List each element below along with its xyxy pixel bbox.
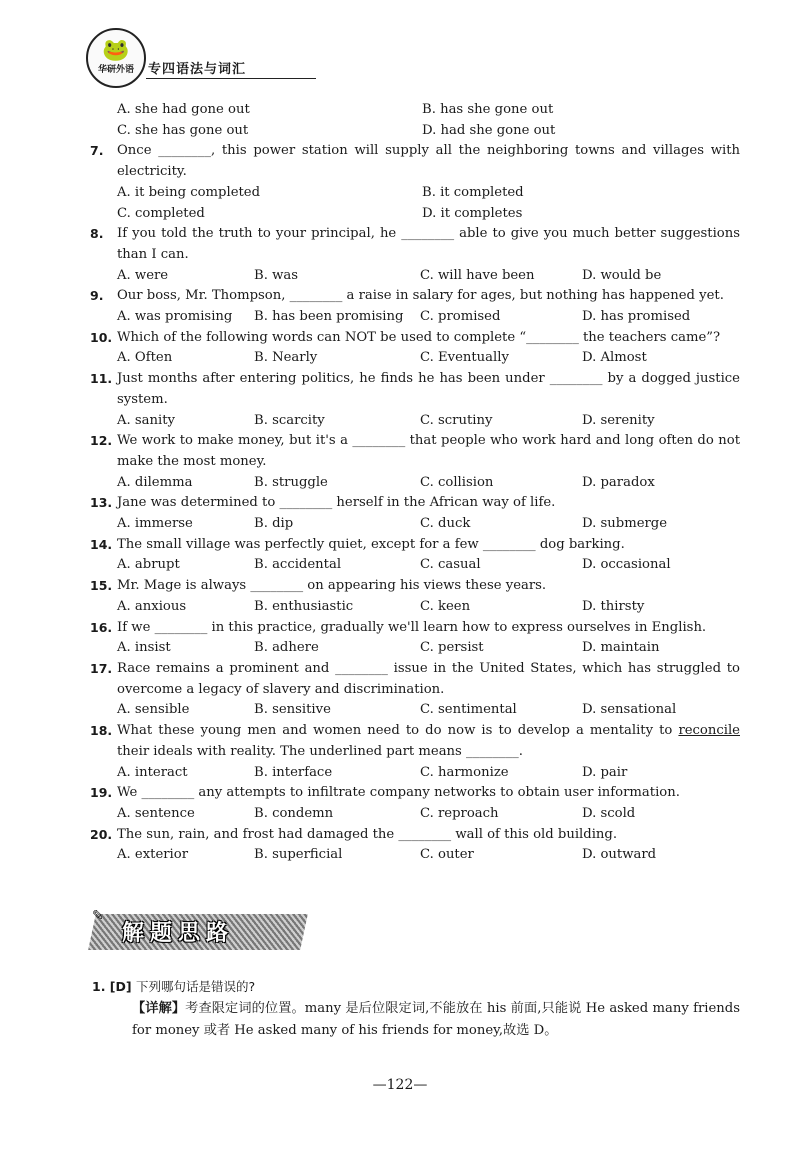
answer-option: D. submerge: [582, 516, 668, 532]
answer-option: C. reproach: [420, 805, 499, 821]
answer-option: B. has been promising: [254, 309, 404, 325]
answer-option: D. Almost: [582, 350, 647, 366]
answer-option: A. she had gone out: [117, 102, 250, 117]
question-number: 8.: [90, 226, 104, 242]
question-row: [90, 618, 740, 639]
answer-option: A. anxious: [117, 598, 187, 614]
question-number: 7.: [90, 143, 104, 159]
question-row: [90, 659, 740, 700]
option-row: [90, 514, 740, 535]
answer-number: 1. [D]: [92, 979, 132, 994]
question-text: Which of the following words can NOT be used to complete “________ the teachers came”?: [117, 329, 721, 345]
answer-option: D. has promised: [582, 309, 691, 325]
question-row: [90, 286, 740, 307]
option-row: [90, 638, 740, 659]
answer-option: A. exterior: [117, 847, 189, 863]
answer-option: D. paradox: [582, 474, 655, 490]
answer-option: B. sensitive: [254, 702, 331, 718]
answer-option: D. it completes: [422, 205, 523, 221]
answer-option: B. superficial: [254, 847, 343, 863]
answer-option: A. immerse: [117, 516, 193, 532]
header-divider: [146, 78, 316, 79]
logo-text: 华研外语: [97, 65, 134, 75]
question-row: [90, 825, 740, 846]
question-text: Mr. Mage is always ________ on appearing his views these years.: [117, 578, 547, 594]
detail-tag: 【详解】: [132, 1001, 186, 1016]
option-row: [90, 183, 740, 204]
pencil-icon: ✎: [92, 908, 104, 924]
question-row: [90, 141, 740, 182]
option-row: [90, 100, 740, 121]
answer-option: A. dilemma: [117, 474, 193, 490]
page-number: —122—: [372, 1077, 428, 1093]
answer-option: C. promised: [420, 309, 501, 325]
question-number: 11.: [90, 371, 113, 387]
question-text: The sun, rain, and frost had damaged the ________ wall of this old building.: [117, 826, 618, 842]
question-number: 20.: [90, 826, 113, 842]
question-text: If we ________ in this practice, gradually we'll learn how to express ourselves in English.: [117, 619, 707, 635]
option-row: [90, 266, 740, 287]
question-list: [90, 100, 740, 866]
option-row: [90, 348, 740, 369]
question-text: Once ________, this power station will supply all the neighboring towns and villages with electricity.: [117, 143, 740, 180]
answer-option: B. struggle: [254, 474, 328, 490]
answer-option: A. interact: [117, 764, 188, 780]
answer-option: B. dip: [254, 516, 294, 532]
answer-option: A. were: [117, 267, 169, 283]
answer-option: C. will have been: [420, 267, 535, 283]
question-row: [90, 224, 740, 265]
answer-option: A. abrupt: [117, 557, 180, 573]
answer-option: C. casual: [420, 557, 481, 573]
answer-option: D. thirsty: [582, 598, 645, 614]
answer-option: B. scarcity: [254, 412, 325, 428]
answer-option: B. has she gone out: [422, 102, 554, 117]
answer-option: D. occasional: [582, 557, 671, 573]
answer-option: D. maintain: [582, 640, 660, 656]
answer-option: A. sensible: [117, 702, 190, 718]
underlined-word: reconcile: [678, 723, 740, 739]
question-row: [90, 431, 740, 472]
answer-detail: [92, 998, 740, 1042]
question-text: Jane was determined to ________ herself in the African way of life.: [117, 495, 556, 511]
option-row: [90, 597, 740, 618]
option-row: [90, 307, 740, 328]
question-number: 18.: [90, 723, 113, 739]
answer-option: C. duck: [420, 516, 471, 532]
option-row: [90, 700, 740, 721]
question-number: 17.: [90, 660, 113, 676]
section-banner: [92, 908, 304, 952]
answer-option: B. Nearly: [254, 350, 318, 366]
answer-option: C. outer: [420, 847, 474, 863]
answer-option: D. outward: [582, 847, 657, 863]
answer-option: D. serenity: [582, 412, 655, 428]
question-row: [90, 369, 740, 410]
option-row: [90, 845, 740, 866]
answer-option: A. insist: [117, 640, 171, 656]
question-row: [90, 721, 740, 762]
answer-option: B. adhere: [254, 640, 319, 656]
question-number: 15.: [90, 578, 113, 594]
answer-option: D. had she gone out: [422, 122, 556, 138]
answer-option: C. completed: [117, 205, 205, 221]
answer-heading: [92, 976, 740, 998]
option-row: [90, 121, 740, 142]
answer-option: B. it completed: [422, 184, 524, 200]
answer-option: A. was promising: [117, 309, 233, 325]
question-row: [90, 328, 740, 349]
answer-option: A. Often: [117, 350, 173, 366]
answer-option: C. collision: [420, 474, 494, 490]
question-text: If you told the truth to your principal, he ________ able to give you much better suggestions than I can.: [117, 226, 740, 262]
answer-option: C. keen: [420, 598, 471, 614]
question-row: [90, 576, 740, 597]
question-row: [90, 783, 740, 804]
answer-question: 下列哪句话是错误的?: [135, 979, 256, 994]
answer-option: D. pair: [582, 764, 628, 780]
answer-option: D. sensational: [582, 702, 677, 718]
answer-option: C. sentimental: [420, 702, 517, 718]
question-text: What these young men and women need to do now is to develop a mentality to reconcile their ideals with reality. The underlined part means ________.: [117, 723, 740, 759]
question-number: 12.: [90, 433, 113, 449]
answer-option: B. enthusiastic: [254, 598, 354, 614]
answer-option: B. condemn: [254, 805, 334, 821]
question-text: Our boss, Mr. Thompson, ________ a raise in salary for ages, but nothing has happened yet.: [117, 288, 724, 304]
question-number: 9.: [90, 288, 104, 304]
question-text: The small village was perfectly quiet, except for a few ________ dog barking.: [117, 536, 625, 552]
book-title: 专四语法与词汇: [148, 62, 247, 77]
answer-option: D. would be: [582, 267, 662, 283]
section-title: 解题思路: [122, 921, 235, 946]
answer-option: C. Eventually: [420, 350, 509, 366]
publisher-logo: [86, 28, 146, 88]
question-number: 19.: [90, 785, 113, 801]
option-row: [90, 804, 740, 825]
answer-option: D. scold: [582, 805, 636, 821]
option-row: [90, 204, 740, 225]
question-text: Just months after entering politics, he finds he has been under ________ by a dogged justice system.: [117, 371, 740, 407]
answer-option: B. was: [254, 267, 298, 283]
answer-explanation: [92, 976, 740, 1042]
option-row: [90, 411, 740, 432]
question-text: Race remains a prominent and ________ issue in the United States, which has struggled to overcome a legacy of slavery and discrimination.: [117, 660, 740, 697]
option-row: [90, 555, 740, 576]
question-number: 10.: [90, 329, 113, 345]
page-header: [86, 28, 316, 84]
answer-option: C. she has gone out: [117, 122, 249, 138]
answer-option: C. scrutiny: [420, 412, 493, 428]
answer-option: B. interface: [254, 764, 333, 780]
question-number: 13.: [90, 495, 113, 511]
question-row: [90, 493, 740, 514]
question-text: We work to make money, but it's a ________ that people who work hard and long often do not make the most money.: [117, 433, 740, 469]
answer-option: C. harmonize: [420, 764, 509, 780]
option-row: [90, 763, 740, 784]
answer-option: C. persist: [420, 640, 484, 656]
answer-option: A. sanity: [117, 412, 175, 428]
answer-option: A. sentence: [117, 805, 195, 821]
detail-text: 考查限定词的位置。many 是后位限定词,不能放在 his 前面,只能说 He asked many friends for money 或者 He asked many of his friends for money,故选 D。: [132, 1001, 740, 1038]
question-row: [90, 535, 740, 556]
question-text: We ________ any attempts to infiltrate company networks to obtain user information.: [117, 785, 680, 801]
answer-option: A. it being completed: [117, 184, 261, 200]
frog-icon: 🐸: [102, 38, 130, 63]
question-number: 16.: [90, 619, 113, 635]
question-number: 14.: [90, 536, 113, 552]
option-row: [90, 473, 740, 494]
answer-option: B. accidental: [254, 557, 342, 573]
